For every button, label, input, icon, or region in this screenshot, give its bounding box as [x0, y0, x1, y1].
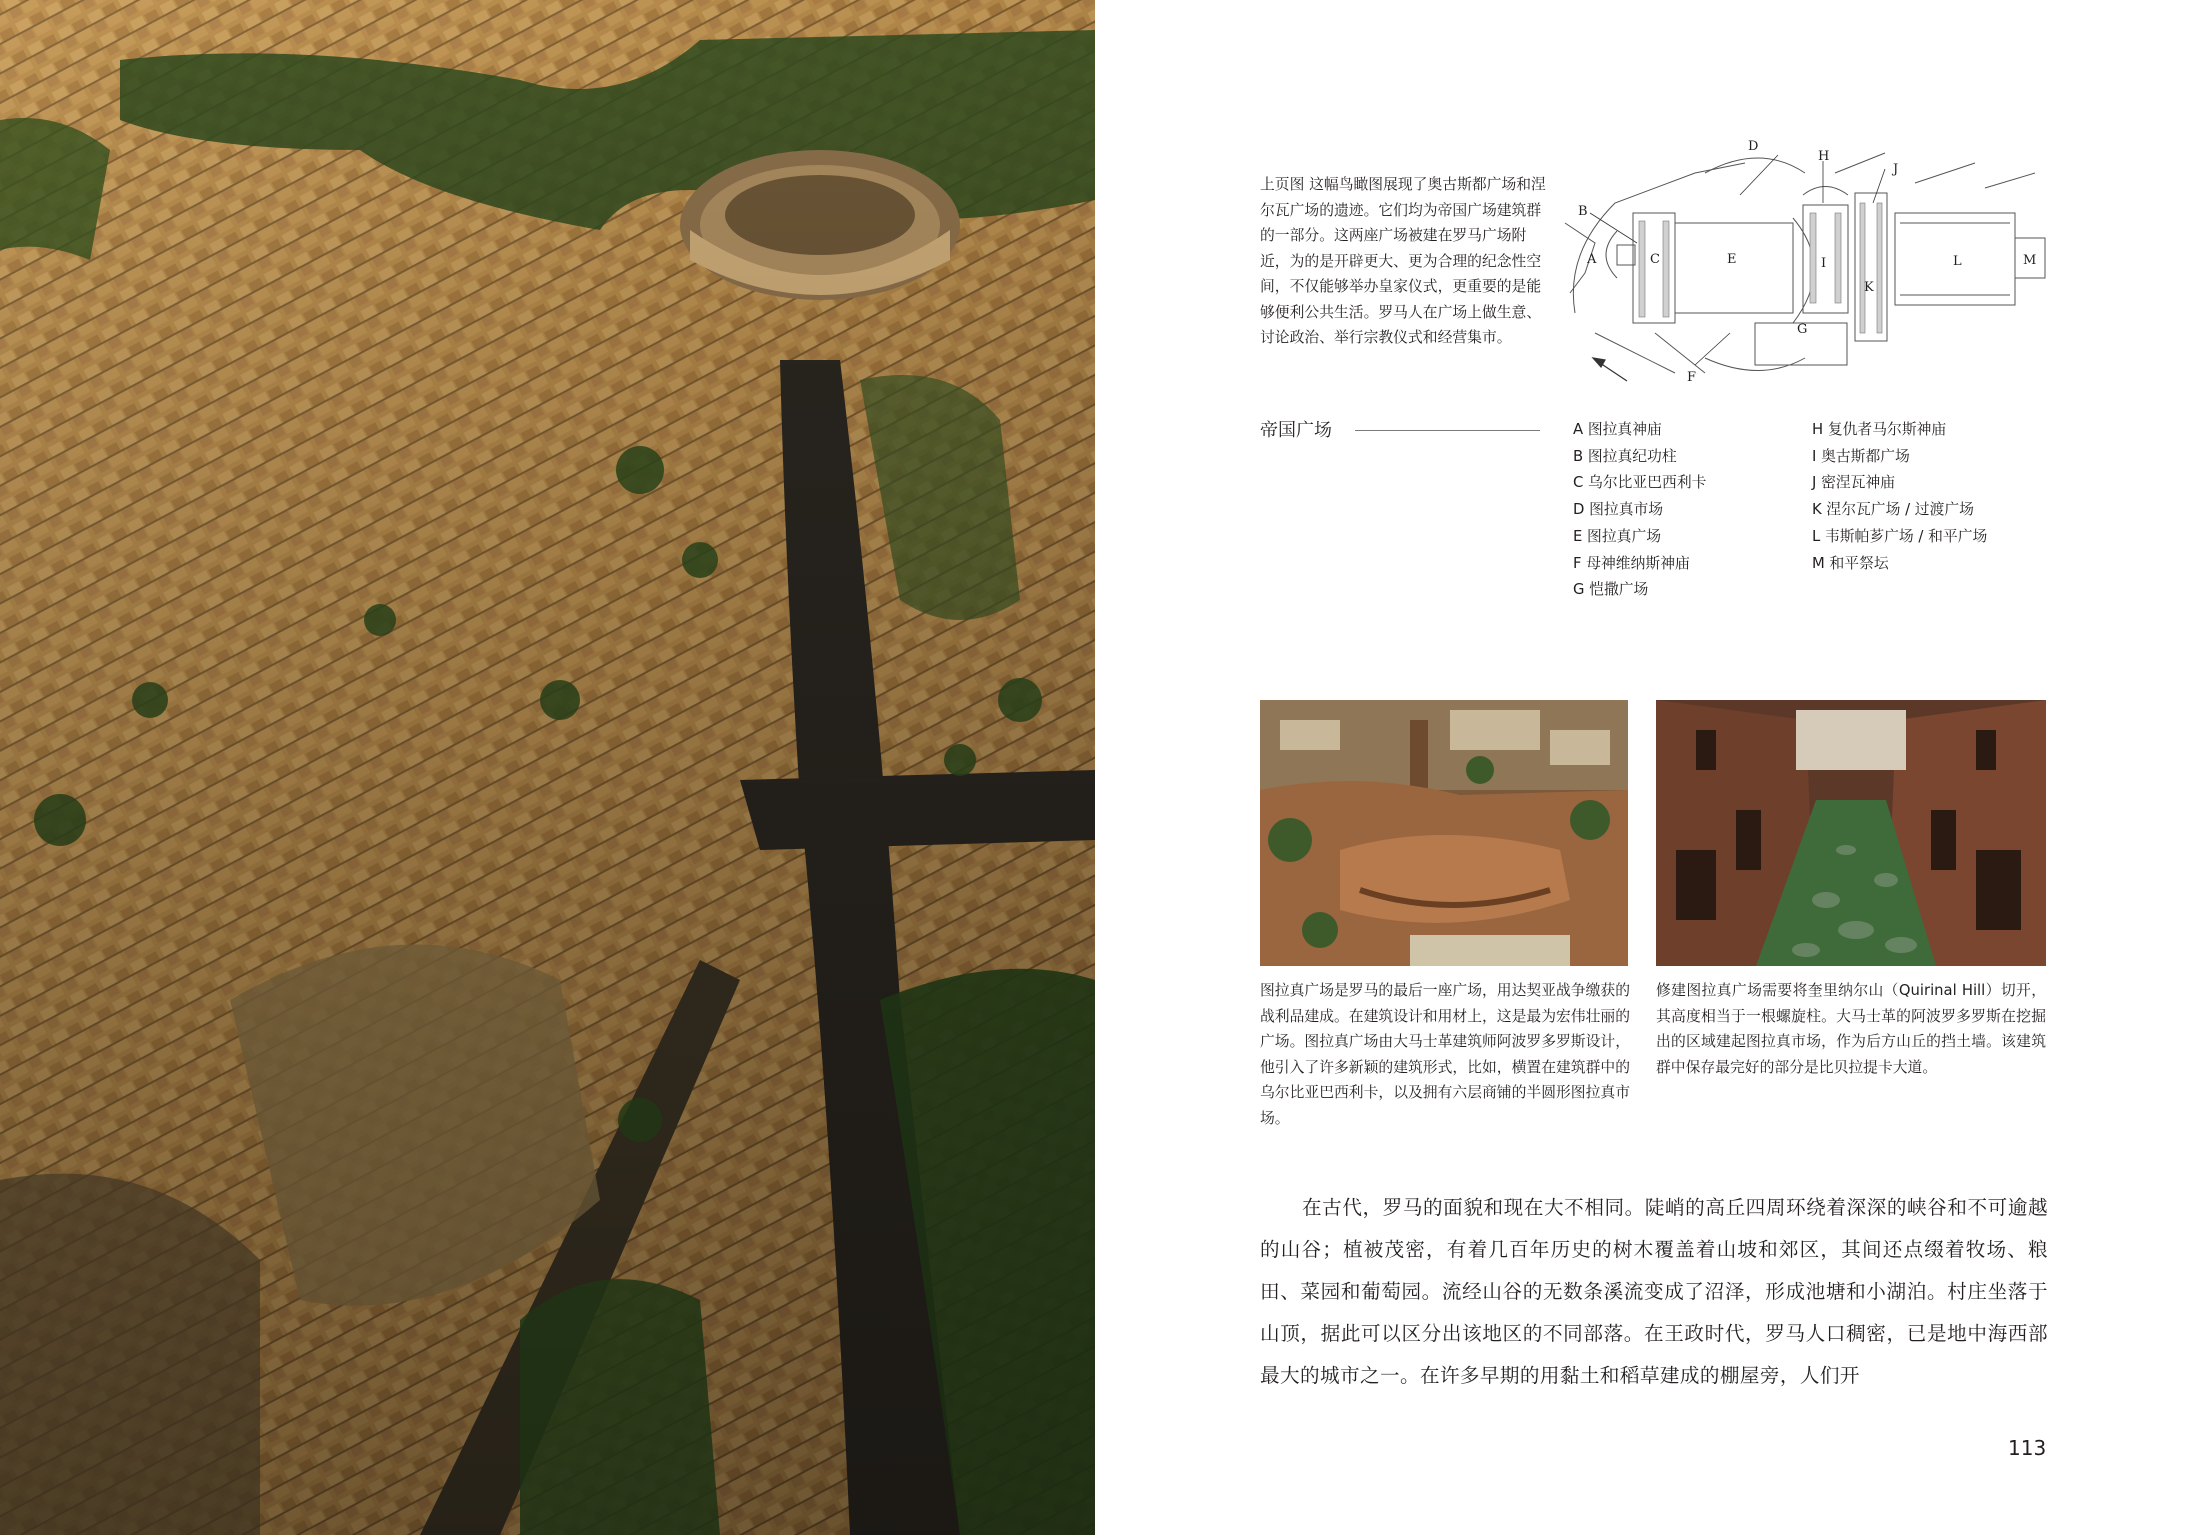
legend-item: C 乌尔比亚巴西利卡 [1573, 474, 1707, 492]
section-rule [1355, 430, 1540, 431]
legend-left-column [1573, 417, 1706, 604]
plan-letter-c: C [1650, 252, 1660, 267]
plan-letter-h: H [1818, 149, 1830, 164]
legend-item: L 韦斯帕芗广场 / 和平广场 [1812, 527, 1988, 545]
legend-item: D 图拉真市场 [1573, 501, 1664, 519]
section-title: 帝国广场 [1260, 420, 1332, 441]
caption-photo-1: 图拉真广场是罗马的最后一座广场，用达契亚战争缴获的战利品建成。在建筑设计和用材上，这是最为宏伟壮丽的广场。图拉真广场由大马士革建筑师阿波罗多罗斯设计，他引入了许多新颖的建筑形式，比如，横置在建筑群中的乌尔比亚巴西利卡，以及拥有六层商铺的半圆形图拉真市场。 [1260, 982, 1630, 1127]
legend-item: A 图拉真神庙 [1573, 421, 1662, 438]
plan-letter-f: F [1687, 370, 1697, 383]
plan-letter-j: J [1893, 162, 1899, 177]
plan-letter-d: D [1748, 139, 1759, 154]
plan-letter-m: M [2023, 253, 2037, 268]
photo-via-biberatica [1656, 700, 2046, 966]
legend-item: K 涅尔瓦广场 / 过渡广场 [1812, 501, 1974, 519]
plan-letter-l: L [1953, 254, 1962, 269]
plan-letter-k: K [1864, 280, 1874, 295]
imperial-fora-plan [1555, 133, 2055, 383]
photo-trajan-markets-aerial [1260, 700, 1628, 966]
legend-item: I 奥古斯都广场 [1812, 447, 1910, 465]
page-number: 113 [2008, 1436, 2047, 1460]
legend-item: F 母神维纳斯神庙 [1573, 554, 1690, 572]
legend-right-column [1812, 417, 1987, 577]
legend-item: E 图拉真广场 [1573, 527, 1662, 545]
legend-item: M 和平祭坛 [1812, 554, 1889, 572]
plan-letter-a: A [1587, 252, 1597, 267]
plan-letter-b: B [1578, 204, 1588, 219]
legend-item: B 图拉真纪功柱 [1573, 447, 1677, 465]
legend-item: G 恺撒广场 [1573, 581, 1649, 599]
legend-item: J 密涅瓦神庙 [1812, 474, 1896, 492]
plan-letter-i: I [1821, 256, 1827, 271]
body-paragraph: 在古代，罗马的面貌和现在大不相同。陡峭的高丘四周环绕着深深的峡谷和不可逾越的山谷；植被茂密，有着几百年历史的树木覆盖着山坡和郊区，其间还点缀着牧场、粮田、菜园和葡萄园。流经山谷的无数条溪流变成了沼泽，形成池塘和小湖泊。村庄坐落于山顶，据此可以区分出该地区的不同部落。在王政时代，罗马人口稠密，已是地中海西部最大的城市之一。在许多早期的用黏土和稻草建成的棚屋旁，人们开 [1260, 1196, 2048, 1387]
legend-item: H 复仇者马尔斯神庙 [1812, 421, 1947, 438]
plan-letter-g: G [1797, 322, 1808, 337]
caption-aerial: 上页图 这幅鸟瞰图展现了奥古斯都广场和涅尔瓦广场的遗迹。它们均为帝国广场建筑群的一部分。这两座广场被建在罗马广场附近，为的是开辟更大、更为合理的纪念性空间，不仅能够举办皇家仪式，更重要的是能够便利公共生活。罗马人在广场上做生意、讨论政治、举行宗教仪式和经营集市。 [1260, 176, 1546, 346]
plan-letter-e: E [1727, 252, 1737, 267]
caption-photo-2: 修建图拉真广场需要将奎里纳尔山（Quirinal Hill）切开，其高度相当于一根螺旋柱。大马士革的阿波罗多罗斯在挖掘出的区域建起图拉真市场，作为后方山丘的挡土墙。该建筑群中保存最完好的部分是比贝拉提卡大道。 [1656, 982, 2046, 1076]
